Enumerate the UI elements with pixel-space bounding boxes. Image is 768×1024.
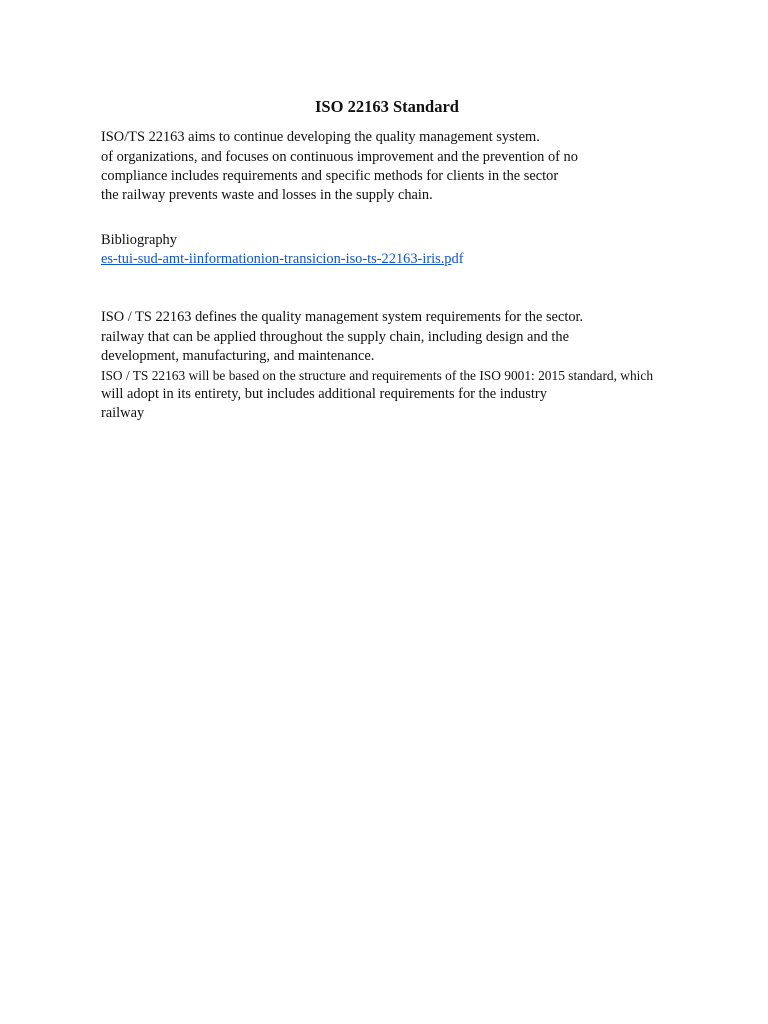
page-title: ISO 22163 Standard bbox=[315, 97, 459, 116]
paragraph-2-line-5: will adopt in its entirety, but includes additional requirements for the industry bbox=[101, 386, 547, 402]
paragraph-2-line-6: railway bbox=[101, 405, 145, 421]
paragraph-2-line-1: ISO / TS 22163 defines the quality management system requirements for the sector. bbox=[101, 309, 584, 325]
paragraph-1-line-2: of organizations, and focuses on continuous improvement and the prevention of no bbox=[101, 149, 578, 165]
paragraph-2-line-4: ISO / TS 22163 will be based on the structure and requirements of the ISO 9001: 2015 standard, which bbox=[101, 368, 654, 383]
paragraph-1-line-3: compliance includes requirements and specific methods for clients in the sector bbox=[101, 168, 559, 184]
bibliography-entry bbox=[101, 250, 464, 269]
bibliography-link-suffix: df bbox=[451, 251, 464, 267]
paragraph-2-line-2: railway that can be applied throughout the supply chain, including design and the bbox=[101, 329, 569, 345]
bibliography-label: Bibliography bbox=[101, 232, 177, 248]
paragraph-1-line-1: ISO/TS 22163 aims to continue developing the quality management system. bbox=[101, 129, 540, 145]
bibliography-link[interactable]: es-tui-sud-amt-iinformationion-transicion-iso-ts-22163-iris.p bbox=[101, 251, 452, 267]
paragraph-1-line-4: the railway prevents waste and losses in the supply chain. bbox=[101, 187, 433, 203]
paragraph-2-line-3: development, manufacturing, and maintenance. bbox=[101, 348, 375, 364]
